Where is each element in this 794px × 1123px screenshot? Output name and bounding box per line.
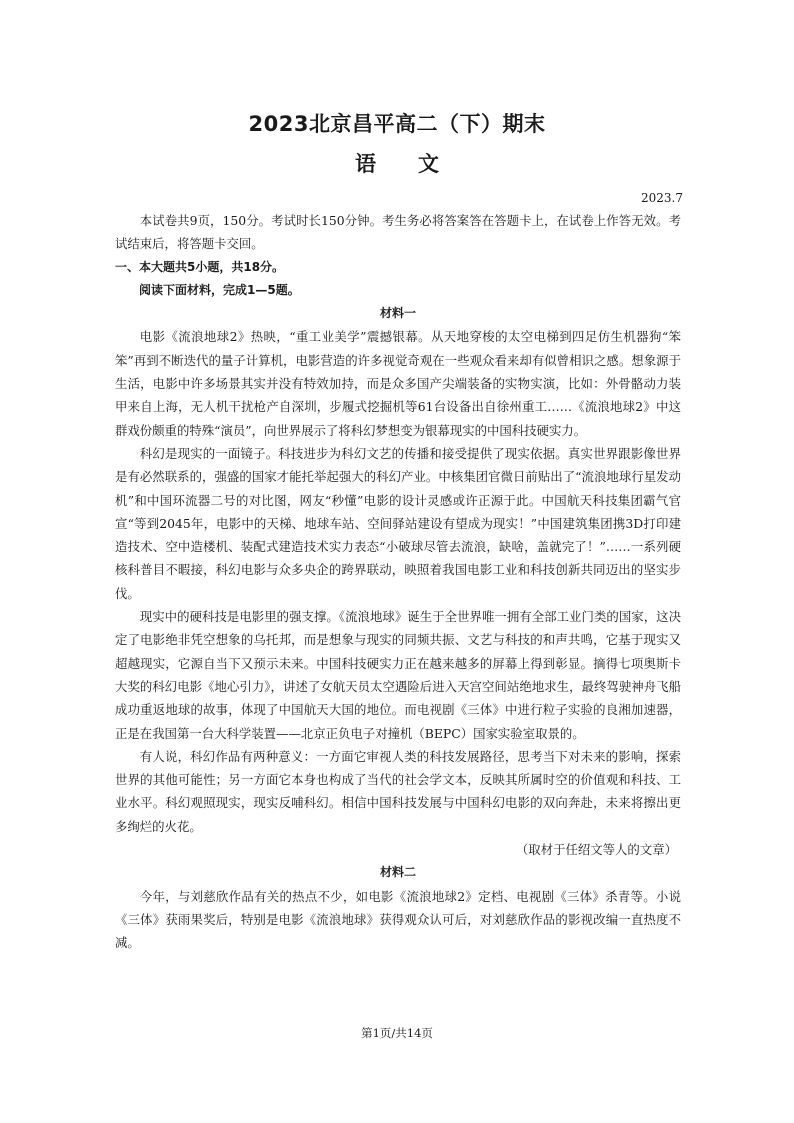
material-1-source: （取材于任绍文等人的文章） xyxy=(515,842,677,858)
exam-title: 2023北京昌平高二（下）期末 xyxy=(248,112,546,136)
material-1-heading: 材料一 xyxy=(379,306,416,321)
material-1-paragraph: 电影《流浪地球2》热映，“重工业美学”震撼银幕。从天地穿梭的太空电梯到四足仿生机器狗“笨笨”再到不断迭代的量子计算机，电影营造的许多视觉奇观在一些观众看来却有似曾相识之感。想象源于生活，电影中许多场景其实并没有特效加持，而是众多国产尖端装备的实物实演，比如：外骨骼动力装甲来自上海，无人机干扰枪产自深圳，步履式挖掘机等61台设备出自徐州重工……《流浪地球2》中这群戏份颇重的特殊“演员”，向世界展示了将科幻梦想变为银幕现实的中国科技硬实力。 xyxy=(115,329,681,438)
exam-date: 2023.7 xyxy=(641,191,683,205)
page-number: 第1页/共14页 xyxy=(361,1026,433,1040)
instructions: 本试卷共9页，150分。考试时长150分钟。考生务必将答案答在答题卡上，在试卷上作答无效。考试结束后，将答题卡交回。 xyxy=(115,213,681,252)
exam-subject: 语文 xyxy=(355,152,481,176)
material-1-paragraph: 有人说，科幻作品有两种意义：一方面它审视人类的科技发展路径，思考当下对未来的影响，探索世界的其他可能性；另一方面它本身也构成了当代的社会学文本，反映其所属时空的价值观和科技、工业水平。科幻观照现实，现实反哺科幻。相信中国科技发展与中国科幻电影的双向奔赴，未来将擦出更多绚烂的火花。 xyxy=(115,748,681,834)
material-2-heading: 材料二 xyxy=(379,865,416,880)
exam-content xyxy=(115,209,681,955)
material-2-paragraph: 今年，与刘慈欣作品有关的热点不少，如电影《流浪地球2》定档、电视剧《三体》杀青等。小说《三体》获雨果奖后，特别是电影《流浪地球》获得观众认可后，对刘慈欣作品的影视改编一直热度不减。 xyxy=(115,888,681,951)
section-heading: 一、本大题共5小题，共18分。 xyxy=(115,259,285,274)
material-1-paragraph: 科幻是现实的一面镜子。科技进步为科幻文艺的传播和接受提供了现实依据。真实世界跟影像世界是有必然联系的，强盛的国家才能托举起强大的科幻产业。中核集团官微日前贴出了“流浪地球行星发动机”和中国环流器二号的对比图，网友“秒懂”电影的设计灵感或许正源于此。中国航天科技集团霸气官宣“等到2045年，电影中的天梯、地球车站、空间驿站建设有望成为现实！”中国建筑集团携3D打印建造技术、空中造楼机、装配式建造技术实力表态“小破球尽管去流浪，缺啥，盖就完了！”……一系列硬核科普目不暇接，科幻电影与众多央企的跨界联动，映照着我国电影工业和科技创新共同迈出的坚实步伐。 xyxy=(115,445,681,601)
section-prompt: 阅读下面材料，完成1—5题。 xyxy=(139,282,300,297)
material-1-paragraph: 现实中的硬科技是电影里的强支撑。《流浪地球》诞生于全世界唯一拥有全部工业门类的国家，这决定了电影绝非凭空想象的乌托邦，而是想象与现实的同频共振、文艺与科技的和声共鸣，它基于现实又超越现实，它源自当下又预示未来。中国科技硬实力正在越来越多的屏幕上得到彰显。摘得七项奥斯卡大奖的科幻电影《地心引力》，讲述了女航天员太空遇险后进入天宫空间站绝地求生，最终驾驶神舟飞船成功重返地球的故事，体现了中国航天大国的地位。而电视剧《三体》中进行粒子实验的良湘加速器，正是在我国第一台大科学装置——北京正负电子对撞机（BEPC）国家实验室取景的。 xyxy=(115,609,681,741)
